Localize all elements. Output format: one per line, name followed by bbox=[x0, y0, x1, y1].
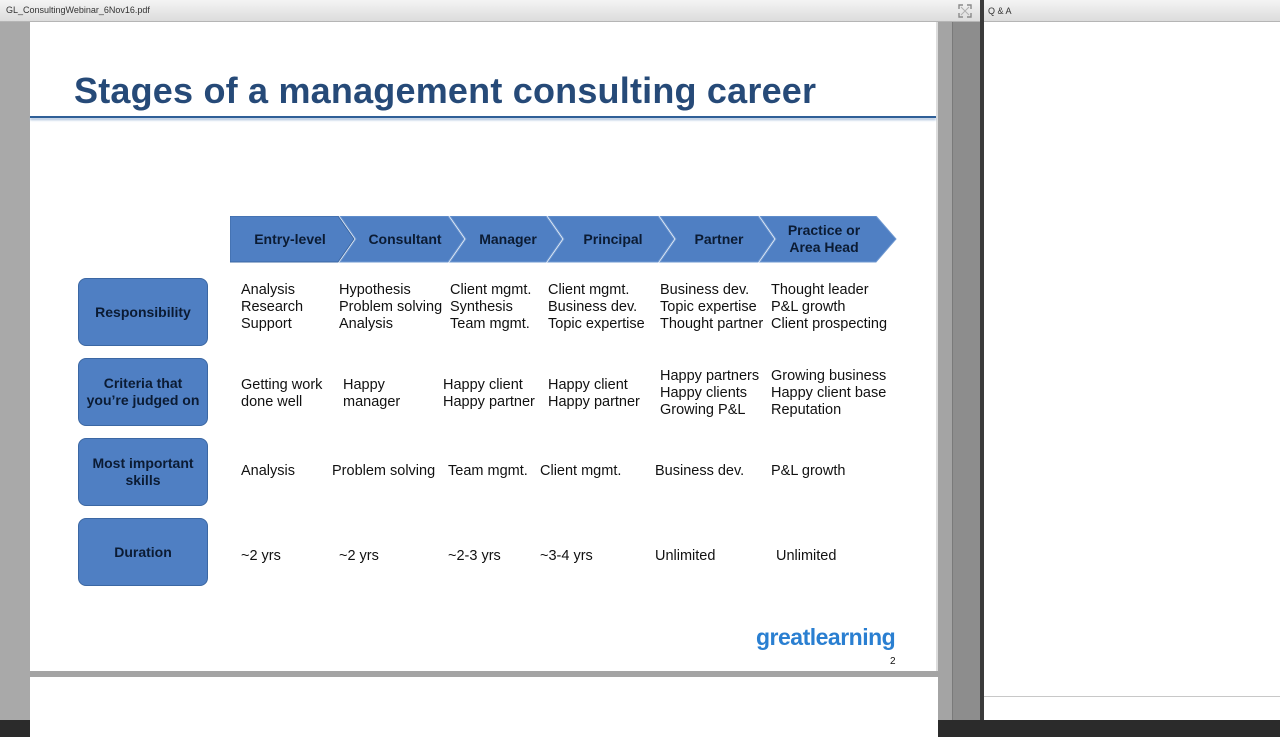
document-scroll-area[interactable] bbox=[0, 22, 980, 720]
row-label-duration: Duration bbox=[78, 518, 208, 586]
cell-skills-head: P&L growth bbox=[771, 463, 846, 479]
cell-responsibility-consultant: Hypothesis Problem solving Analysis bbox=[339, 282, 443, 332]
cell-skills-entry: Analysis bbox=[241, 463, 295, 479]
left-gutter bbox=[0, 22, 30, 720]
slide-page bbox=[30, 22, 938, 671]
cell-responsibility-manager: Client mgmt. Synthesis Team mgmt. bbox=[450, 282, 532, 332]
cell-duration-entry: ~2 yrs bbox=[241, 548, 281, 564]
qa-content-area[interactable] bbox=[984, 22, 1280, 697]
viewer-titlebar bbox=[0, 0, 980, 22]
cell-criteria-consultant: Happy manager bbox=[343, 377, 401, 410]
cell-responsibility-entry: Analysis Research Support bbox=[241, 282, 304, 332]
stage-manager: Manager bbox=[479, 230, 537, 247]
qa-title: Q & A bbox=[988, 6, 1012, 16]
greatlearning-logo: greatlearning bbox=[756, 624, 896, 650]
cell-skills-partner: Business dev. bbox=[655, 463, 745, 479]
cell-duration-manager: ~2-3 yrs bbox=[448, 548, 501, 564]
cell-criteria-manager: Happy client Happy partner bbox=[443, 377, 535, 410]
cell-responsibility-partner: Business dev. Topic expertise Thought partner bbox=[660, 282, 764, 332]
cell-criteria-principal: Happy client Happy partner bbox=[548, 377, 640, 410]
cell-skills-consultant: Problem solving bbox=[332, 463, 436, 479]
cell-skills-principal: Client mgmt. bbox=[540, 463, 622, 479]
cell-skills-manager: Team mgmt. bbox=[448, 463, 528, 479]
vertical-scrollbar[interactable] bbox=[952, 22, 980, 720]
cell-criteria-head: Growing business Happy client base Reputation bbox=[771, 368, 887, 418]
qa-titlebar bbox=[984, 0, 1280, 22]
row-label-responsibility: Responsibility bbox=[78, 278, 208, 346]
cell-criteria-entry: Getting work done well bbox=[241, 377, 323, 410]
cell-criteria-partner: Happy partners Happy clients Growing P&L bbox=[660, 368, 760, 418]
cell-duration-head: Unlimited bbox=[776, 548, 837, 564]
cell-responsibility-head: Thought leader P&L growth Client prospecting bbox=[771, 282, 888, 332]
next-slide-page bbox=[30, 677, 938, 737]
fullscreen-icon[interactable] bbox=[958, 4, 972, 18]
row-label-skills: Most important skills bbox=[78, 438, 208, 506]
stage-consultant: Consultant bbox=[368, 230, 442, 247]
stage-practice-head: Practice or Area Head bbox=[787, 222, 861, 255]
cell-duration-partner: Unlimited bbox=[655, 548, 716, 564]
stage-partner: Partner bbox=[694, 230, 744, 247]
cell-duration-principal: ~3-4 yrs bbox=[540, 548, 593, 564]
stage-principal: Principal bbox=[583, 230, 643, 247]
viewer-title: GL_ConsultingWebinar_6Nov16.pdf bbox=[6, 5, 150, 15]
cell-responsibility-principal: Client mgmt. Business dev. Topic expertise bbox=[548, 282, 645, 332]
page-number: 2 bbox=[890, 656, 896, 667]
row-label-criteria: Criteria that you’re judged on bbox=[78, 358, 208, 426]
cell-duration-consultant: ~2 yrs bbox=[339, 548, 379, 564]
title-divider bbox=[30, 116, 936, 118]
slide-title: Stages of a management consulting career bbox=[74, 70, 817, 111]
stage-entry-level: Entry-level bbox=[254, 230, 326, 247]
qa-panel bbox=[984, 0, 1280, 720]
